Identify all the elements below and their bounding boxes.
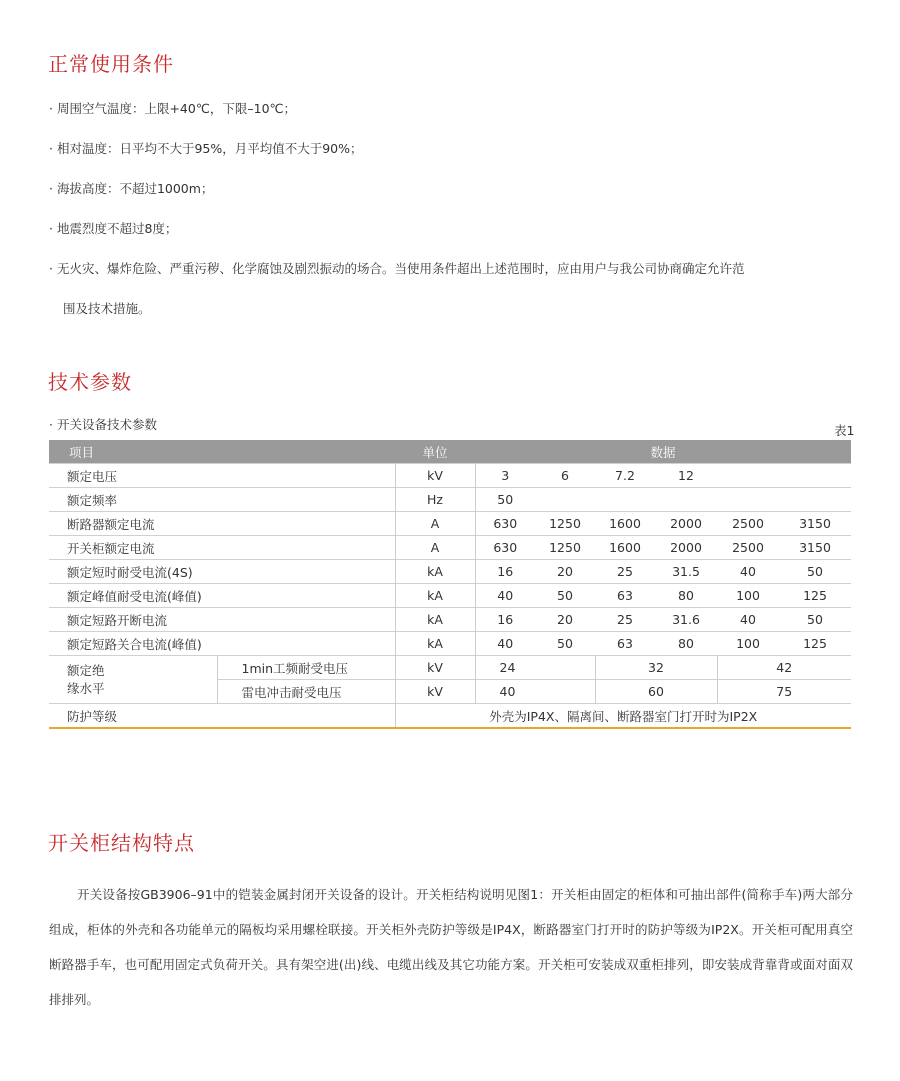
row-name: 1min工频耐受电压 [217,656,395,680]
cell-value: 80 [655,584,717,608]
cell-value: 2000 [655,512,717,536]
cell-value: 25 [595,560,655,584]
table-caption: · 开关设备技术参数 [49,417,157,432]
cell-value: 125 [779,584,851,608]
row-name: 额定短路开断电流 [49,608,395,632]
cell-value [595,488,655,512]
cell-value: 630 [475,512,535,536]
cell-value: 40 [717,560,779,584]
cell-value: 40 [475,632,535,656]
header-item: 项目 [49,440,395,464]
cell-value [655,488,717,512]
cell-value: 32 [595,656,717,680]
cell-value: 1250 [535,536,595,560]
cell-value: 20 [535,560,595,584]
row-unit: A [395,536,475,560]
row-name: 额定电压 [49,464,395,488]
table-row [49,704,851,729]
table-row [49,656,851,680]
header-data: 数据 [475,440,851,464]
cell-value [779,464,851,488]
section-title-technical-parameters: 技术参数 [48,370,132,394]
protection-value: 外壳为IP4X、隔离间、断路器室门打开时为IP2X [395,704,851,729]
cell-value: 63 [595,632,655,656]
cell-value: 100 [717,584,779,608]
row-name: 额定频率 [49,488,395,512]
technical-parameters-table [49,440,851,729]
row-unit: kA [395,608,475,632]
condition-item: · 地震烈度不超过8度； [49,221,178,236]
section-title-operating-conditions: 正常使用条件 [48,52,174,76]
cell-value: 42 [717,656,851,680]
cell-value: 6 [535,464,595,488]
structure-description-paragraph: 开关设备按GB3906–91中的铠装金属封闭开关设备的设计。开关柜结构说明见图1：开关柜由固定的柜体和可抽出部件(简称手车)两大部分组成，柜体的外壳和各功能单元的隔板均采用螺栓联接。开关柜外壳防护等级是IP4X，断路器室门打开时的防护等级为IP2X。开关柜可配用真空断路器手车，也可配用固定式负荷开关。具有架空进(出)线、电缆出线及其它功能方案。开关柜可安装成双重柜排列，即安装成背靠背或面对面双排排列。 [49,887,853,1007]
row-unit: kA [395,560,475,584]
table-row [49,608,851,632]
cell-value: 20 [535,608,595,632]
table-row [49,464,851,488]
cell-value: 40 [717,608,779,632]
row-name: 额定短时耐受电流(4S) [49,560,395,584]
row-name: 雷电冲击耐受电压 [217,680,395,704]
header-unit: 单位 [395,440,475,464]
table-number-label: 表1 [834,423,855,438]
row-name: 额定短路关合电流(峰值) [49,632,395,656]
cell-value: 630 [475,536,535,560]
cell-value: 63 [595,584,655,608]
cell-value: 2500 [717,512,779,536]
cell-value: 40 [475,584,535,608]
table-row [49,512,851,536]
cell-value: 1250 [535,512,595,536]
cell-value: 40 [475,680,595,704]
cell-value: 2000 [655,536,717,560]
row-unit: Hz [395,488,475,512]
table-row [49,632,851,656]
cell-value: 50 [535,632,595,656]
cell-value: 7.2 [595,464,655,488]
cell-value: 75 [717,680,851,704]
row-name: 额定峰值耐受电流(峰值) [49,584,395,608]
table-row [49,536,851,560]
row-unit: kV [395,656,475,680]
condition-item: · 周围空气温度：上限+40℃，下限–10℃； [49,101,297,116]
cell-value [779,488,851,512]
section-title-structure-features: 开关柜结构特点 [48,831,195,855]
cell-value: 3 [475,464,535,488]
row-unit: kV [395,680,475,704]
table-row [49,560,851,584]
table-header-row [49,440,851,464]
cell-value: 60 [595,680,717,704]
table-row [49,488,851,512]
cell-value: 50 [779,560,851,584]
cell-value: 31.6 [655,608,717,632]
cell-value: 1600 [595,512,655,536]
row-unit: kA [395,632,475,656]
cell-value: 16 [475,560,535,584]
insulation-group-label: 额定绝 缘水平 [49,656,217,704]
row-name: 断路器额定电流 [49,512,395,536]
cell-value: 50 [535,584,595,608]
row-unit: A [395,512,475,536]
cell-value: 24 [475,656,595,680]
cell-value: 50 [475,488,535,512]
cell-value: 1600 [595,536,655,560]
cell-value [535,488,595,512]
row-name: 开关柜额定电流 [49,536,395,560]
cell-value: 12 [655,464,717,488]
cell-value: 25 [595,608,655,632]
cell-value: 100 [717,632,779,656]
condition-item: · 无火灾、爆炸危险、严重污秽、化学腐蚀及剧烈振动的场合。当使用条件超出上述范围时，应由用户与我公司协商确定允许范 [49,261,745,276]
cell-value: 31.5 [655,560,717,584]
cell-value: 2500 [717,536,779,560]
condition-item: · 相对温度：日平均不大于95%，月平均值不大于90%； [49,141,363,156]
row-unit: kA [395,584,475,608]
cell-value: 125 [779,632,851,656]
row-unit: kV [395,464,475,488]
cell-value [717,488,779,512]
cell-value: 16 [475,608,535,632]
table-row [49,584,851,608]
cell-value: 3150 [779,512,851,536]
condition-item-continued: 围及技术措施。 [63,301,151,316]
row-name: 防护等级 [49,704,395,729]
cell-value [717,464,779,488]
condition-item: · 海拔高度：不超过1000m； [49,181,214,196]
cell-value: 3150 [779,536,851,560]
cell-value: 50 [779,608,851,632]
cell-value: 80 [655,632,717,656]
